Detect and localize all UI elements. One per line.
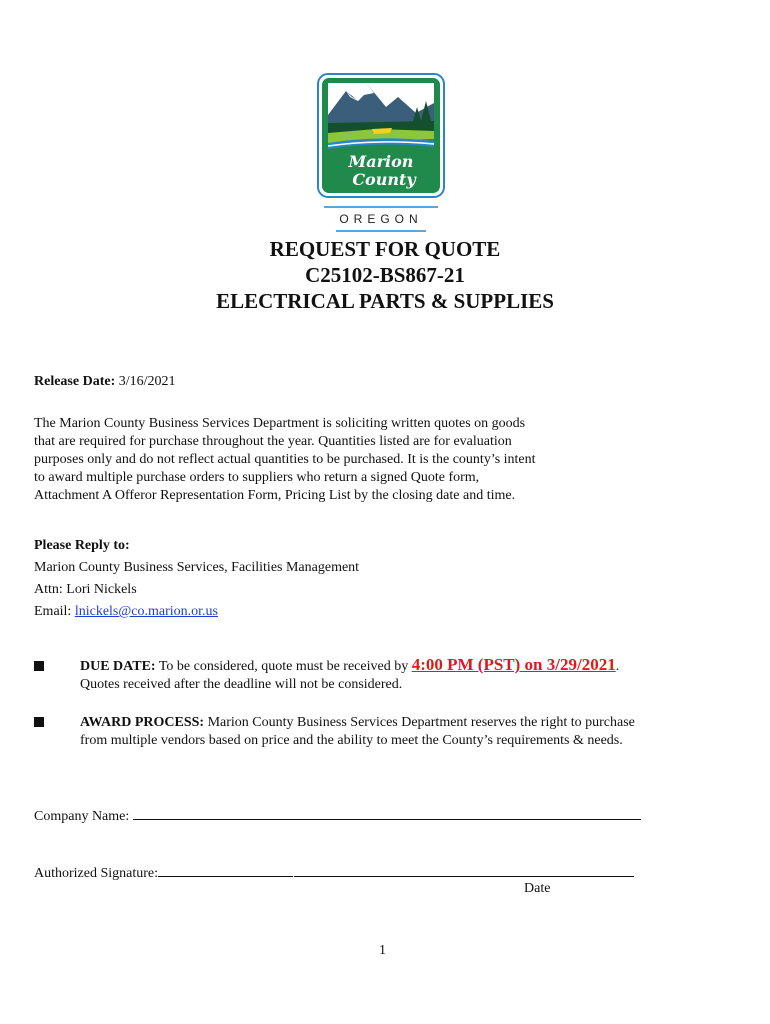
intro-line: purposes only and do not reflect actual quantities to be purchased. It is the county’s intent [34,452,536,467]
marion-county-logo [316,73,446,233]
reply-email-row [34,601,359,623]
intro-line: that are required for purchase throughout the year. Quantities listed are for evaluation [34,434,512,449]
reply-block [34,535,359,623]
doc-title-line2: C25102-BS867-21 [305,263,465,287]
doc-title-line3: ELECTRICAL PARTS & SUPPLIES [216,289,554,313]
logo-text-oregon: OREGON [339,212,423,226]
award-process-item [80,714,635,750]
award-process-line2: from multiple vendors based on price and the ability to meet the County’s requirements & needs. [80,733,623,748]
logo-text-county: County [352,170,416,189]
release-date-label: Release Date: [34,374,116,389]
intro-paragraph [34,415,536,505]
signature-field[interactable] [158,862,293,877]
reply-org: Marion County Business Services, Facilities Management [34,560,360,575]
reply-attn: Attn: Lori Nickels [34,582,137,597]
intro-line: The Marion County Business Services Department is soliciting written quotes on goods [34,416,526,431]
company-name-row [34,805,641,826]
intro-line: Attachment A Offeror Representation Form, Pricing List by the closing date and time. [34,488,516,503]
release-date-value: 3/16/2021 [118,374,176,389]
logo-text-marion: Marion [348,152,414,171]
due-date-item [80,656,619,694]
due-date-line2: Quotes received after the deadline will not be considered. [80,677,403,692]
reply-heading: Please Reply to: [34,538,130,553]
due-date-label: DUE DATE: [80,659,156,674]
company-name-label: Company Name: [34,809,133,824]
intro-line: to award multiple purchase orders to suppliers who return a signed Quote form, [34,470,480,485]
due-date-text: To be considered, quote must be received by [155,659,412,674]
award-process-label: AWARD PROCESS: [80,715,205,730]
date-field[interactable] [294,862,634,877]
square-bullet-icon [34,661,44,671]
square-bullet-icon [34,717,44,727]
company-name-field[interactable] [133,805,641,820]
due-date-deadline: 4:00 PM (PST) on 3/29/2021 [411,655,616,674]
reply-email-link[interactable]: lnickels@co.marion.or.us [74,604,218,619]
logo-graphic [316,73,446,233]
signature-label: Authorized Signature: [34,866,159,881]
date-label: Date [524,881,551,896]
page-number: 1 [379,943,386,958]
release-date [34,373,176,391]
award-process-text: Marion County Business Services Department reserves the right to purchase [204,715,635,730]
doc-title-line1: REQUEST FOR QUOTE [269,237,501,261]
reply-email-label: Email: [34,604,75,619]
due-date-end: . [615,659,620,674]
